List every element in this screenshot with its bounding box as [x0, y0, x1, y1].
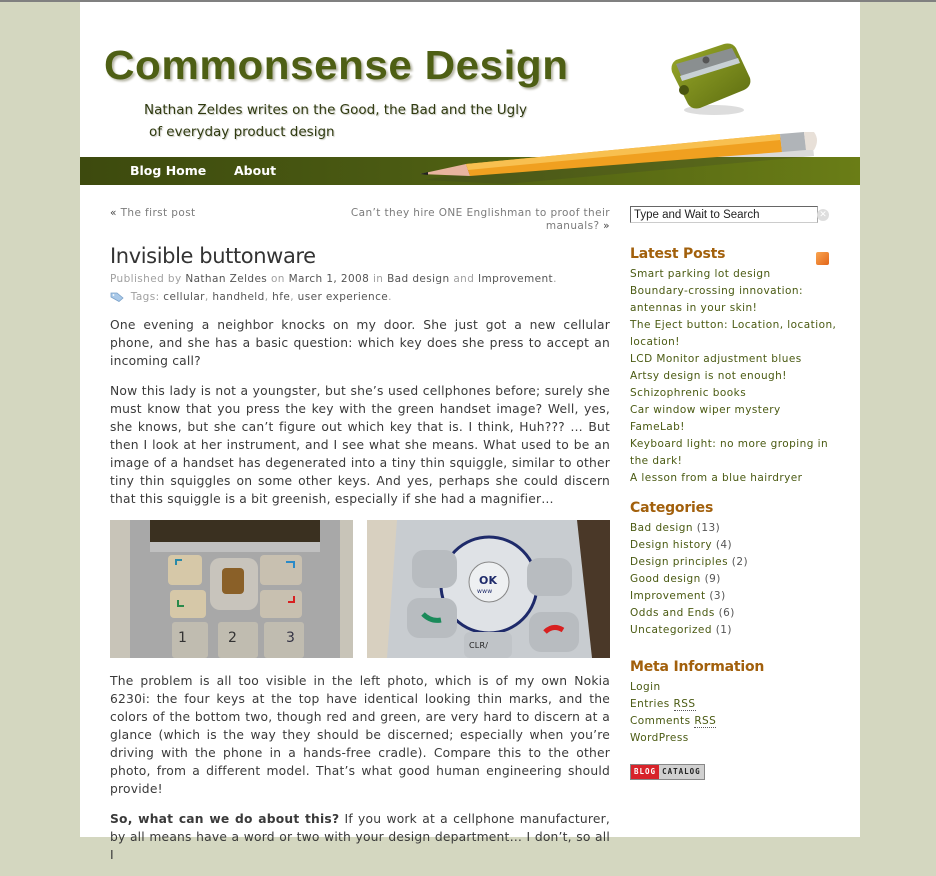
photo-row — [110, 520, 610, 658]
svg-text:2: 2 — [228, 630, 238, 646]
previous-post-link[interactable]: « The first post — [110, 207, 196, 219]
flip-phone-keypad-photo — [367, 520, 610, 658]
tagline-line-1: Nathan Zeldes writes on the Good, the Bad and the Ugly — [144, 102, 527, 118]
page-container — [80, 2, 860, 862]
category-link[interactable]: Design history — [630, 539, 713, 551]
rss-feed-icon[interactable] — [816, 252, 829, 265]
meta-title: Meta Information — [630, 659, 765, 675]
search-input[interactable] — [630, 206, 818, 223]
blogcatalog-badge[interactable]: BLOG CATALOG — [630, 764, 705, 780]
clear-search-icon[interactable]: ✕ — [817, 209, 829, 221]
meta-widget — [630, 659, 840, 747]
tag-link-hfe[interactable]: hfe — [272, 291, 291, 303]
category-link[interactable]: Uncategorized — [630, 624, 712, 636]
author-link[interactable]: Nathan Zeldes — [185, 273, 268, 285]
nokia-keypad-photo — [110, 520, 353, 658]
pencil-image — [410, 120, 830, 186]
login-link[interactable]: Login — [630, 681, 661, 693]
wordpress-link[interactable]: WordPress — [630, 732, 689, 744]
latest-post-link[interactable]: FameLab! — [630, 421, 685, 433]
tag-icon — [110, 292, 124, 302]
paragraph: So, what can we do about this? If you work at a cellphone manufacturer, by all means have a word or two with your design department… I don’t, so all I — [110, 812, 611, 862]
category-link[interactable]: Bad design — [630, 522, 693, 534]
category-link-improvement[interactable]: Improvement — [478, 273, 554, 285]
nav-about[interactable]: About — [234, 163, 277, 178]
category-link[interactable]: Design principles — [630, 556, 728, 568]
category-link[interactable]: Odds and Ends — [630, 607, 715, 619]
categories-title: Categories — [630, 500, 714, 516]
tagline-line-2: of everyday product design — [149, 124, 335, 140]
tag-link-cellular[interactable]: cellular — [163, 291, 205, 303]
post-body — [110, 316, 610, 864]
latest-post-link[interactable]: Car window wiper mystery — [630, 404, 781, 416]
paragraph: The problem is all too visible in the left photo, which is of my own Nokia 6230i: the four keys at the top have identical looking thin marks, and the colors of the bottom two, though red and green, are very hard to discern at a glance (which is the way they should be discerned; especially when you’re driving with the phone in a hands-free cradle). Compare this to the other photo, from a different model. That’s what good human engineering should provide! — [110, 674, 610, 796]
comments-rss-link[interactable]: Comments RSS — [630, 715, 717, 727]
latest-post-link[interactable]: Smart parking lot design — [630, 268, 771, 280]
svg-text:3: 3 — [286, 630, 296, 646]
latest-post-link[interactable]: Keyboard light: no more groping in the dark! — [630, 438, 829, 467]
date-link[interactable]: March 1, 2008 — [288, 273, 370, 285]
category-link[interactable]: Improvement — [630, 590, 706, 602]
latest-post-link[interactable]: A lesson from a blue hairdryer — [630, 472, 803, 484]
category-link-bad-design[interactable]: Bad design — [387, 273, 450, 285]
tag-link-user-experience[interactable]: user experience — [297, 291, 389, 303]
post-title[interactable]: Invisible buttonware — [110, 244, 316, 268]
svg-text:CLR/: CLR/ — [469, 641, 489, 650]
pencil-sharpener-image — [666, 38, 756, 118]
next-arrow-icon: » — [603, 220, 610, 232]
entries-rss-link[interactable]: Entries RSS — [630, 698, 696, 710]
svg-text:OK: OK — [479, 574, 498, 587]
latest-posts-widget — [630, 246, 840, 487]
main-content — [110, 202, 610, 876]
prev-arrow-icon: « — [110, 207, 117, 219]
tag-link-handheld[interactable]: handheld — [212, 291, 265, 303]
category-link[interactable]: Good design — [630, 573, 701, 585]
post-navigation — [110, 202, 610, 242]
latest-post-link[interactable]: Artsy design is not enough! — [630, 370, 787, 382]
paragraph: One evening a neighbor knocks on my door. She just got a new cellular phone, and she has a basic question: which key does she press to accept an incoming call? — [110, 318, 610, 368]
site-title[interactable]: Commonsense Design — [104, 42, 569, 88]
post-meta: Published by Nathan Zeldes on March 1, 2008 in Bad design and Improvement. Tags: cellular, handheld, hfe, user experience. — [110, 273, 557, 303]
latest-posts-title: Latest Posts — [630, 246, 726, 262]
svg-text:1: 1 — [178, 630, 188, 646]
paragraph: Now this lady is not a youngster, but she’s used cellphones before; surely she must know that you press the key with the green handset image? Well, yes, she knows, but she can’t figure out which key that is. I think, Huh??? … But then I look at her instrument, and I see what she means. What used to be an image of a handset has degenerated into a tiny thin squiggle, similar to other tiny thin squiggles on some other keys. And yes, perhaps she could discern that this squiggle is a bit greenish, especially if she had a magnifier… — [110, 384, 610, 506]
latest-post-link[interactable]: The Eject button: Location, location, location! — [630, 319, 837, 348]
nav-blog-home[interactable]: Blog Home — [130, 163, 207, 178]
categories-widget: Categories Bad design (13) Design history (4) Design principles (2) Good design (9) Improvement (3) Odds and Ends (6) Uncategorized (1) — [630, 500, 840, 639]
next-post-link[interactable]: Can’t they hire ONE Englishman to proof their manuals? » — [350, 207, 610, 232]
latest-post-link[interactable]: Schizophrenic books — [630, 387, 747, 399]
latest-post-link[interactable]: LCD Monitor adjustment blues — [630, 353, 802, 365]
latest-post-link[interactable]: Boundary-crossing innovation: antennas in your skin! — [630, 285, 803, 314]
svg-text:www: www — [477, 588, 493, 595]
